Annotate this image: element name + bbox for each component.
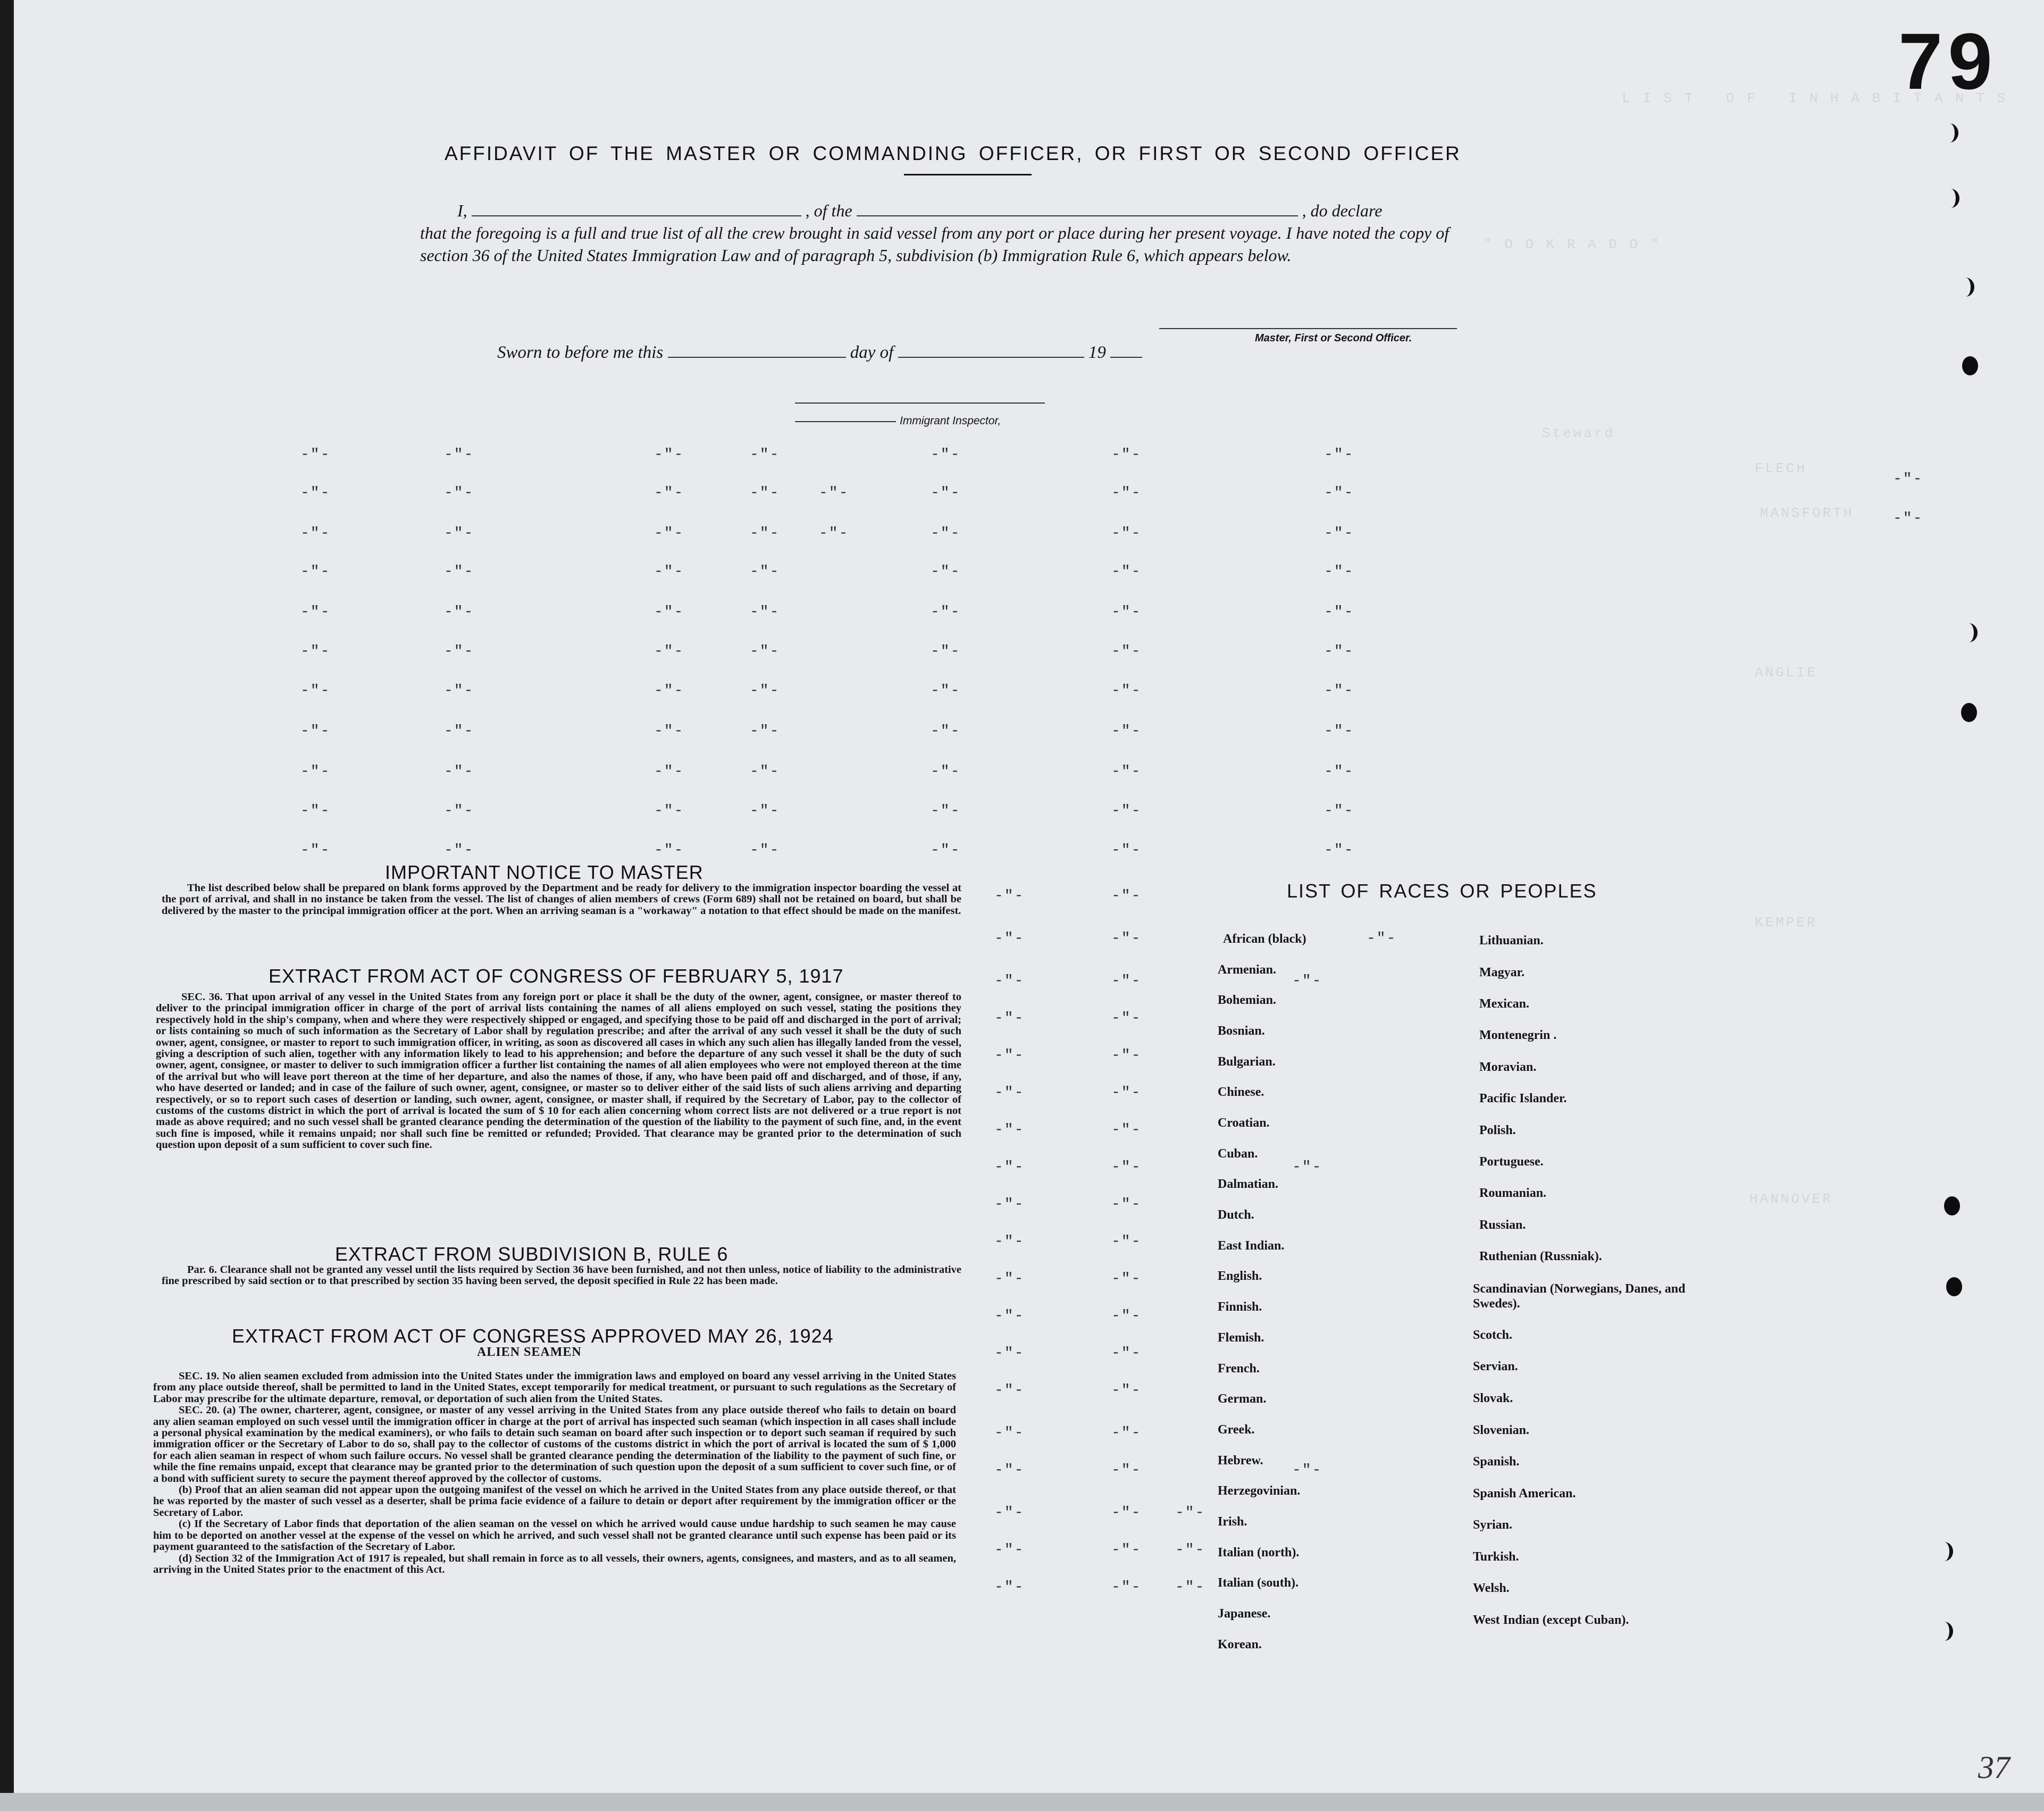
extract-1917-title: EXTRACT FROM ACT OF CONGRESS OF FEBRUARY 5, 1917 (269, 965, 844, 987)
sec19-paragraph: SEC. 19. No alien seamen excluded from admission into the United States under the immigration laws and employed on board any vessel arriving in the United States from any place outside thereof, shall be permitted to land in the United States, except temporarily for medical treatment, or pursuant to such regulations as the Secretary of Labor may prescribe for the ultimate departure, removal, or deportation of such alien from the United States. (153, 1370, 956, 1405)
punch-hole (1936, 1622, 1953, 1641)
scan-bottom-edge (0, 1793, 2044, 1811)
ditto-mark: -"- (994, 1085, 1025, 1101)
ditto-mark: -"- (1111, 1505, 1142, 1521)
ditto-mark: -"- (1111, 447, 1142, 463)
bleed-through-text: Steward (1542, 425, 1615, 441)
ditto-mark: -"- (1111, 643, 1142, 660)
ditto-mark: -"- (1111, 485, 1142, 501)
punch-hole (1957, 278, 1974, 297)
affidavit-declaration (420, 199, 1457, 266)
inspector-signature-line[interactable] (795, 421, 896, 422)
ditto-mark: -"- (300, 447, 331, 463)
year-prefix: 19 (1088, 343, 1106, 362)
bleed-through-text: MANSFORTH (1760, 505, 1854, 521)
ditto-mark: -"- (750, 564, 780, 580)
ditto-mark: -"- (1111, 723, 1142, 740)
race-item: Spanish American. (1473, 1487, 1576, 1500)
race-item: Japanese. (1218, 1607, 1271, 1621)
ditto-mark: -"- (444, 842, 474, 859)
race-item: Greek. (1218, 1423, 1255, 1437)
ditto-mark: -"- (994, 1010, 1025, 1027)
ditto-mark: -"- (1111, 1579, 1142, 1596)
ditto-mark: -"- (1111, 1382, 1142, 1399)
punch-hole (1942, 189, 1959, 208)
ditto-mark: -"- (1111, 1085, 1142, 1101)
race-item: Finnish. (1218, 1300, 1262, 1314)
ditto-mark: -"- (444, 604, 474, 621)
race-item: Lithuanian. (1479, 934, 1544, 948)
ditto-mark: -"- (1111, 1010, 1142, 1027)
race-item: Welsh. (1473, 1581, 1510, 1595)
ditto-mark: -"- (994, 973, 1025, 990)
ditto-mark: -"- (931, 803, 961, 819)
ditto-mark: -"- (750, 683, 780, 699)
ditto-mark: -"- (994, 1345, 1025, 1362)
section-36-paragraph: SEC. 36. That upon arrival of any vessel in the United States from any foreign port or place it shall be the duty of the owner, agent, consignee, or master thereof to deliver to the principal immigration officer in charge of the port of arrival lists containing the names of all aliens employed on such vessel, stating the positions they respectively hold in the ship's company, when and where they were respectively shipped or engaged, and specifying those to be paid off and discharged in the port of arrival; or lists containing so much of such information as the Secretary of Labor shall by regulation prescribe; and after the arrival of any such vessel it shall be the duty of such owner, agent, consignee, or master to report to such immigration officer, in writing, as soon as discovered all cases in which any such alien has illegally landed from the vessel, giving a description of such alien, together with any information likely to lead to his apprehension; and before the departure of any such vessel it shall be the duty of such owner, agent, consignee, or master to deliver to such immigration officer a further list containing the names of all alien employees who were not employed thereon at the time of the arrival but who will leave port thereon at the time of her departure, and also the names of those, if any, who have been paid off and discharged, and of those, if any, who have deserted or landed; and in case of the failure of such owner, agent, consignee, or master so to deliver either of the said lists of such aliens arriving and departing respectively, or so to report such cases of desertion or landing, such owner, agent, consignee, or master shall, if required by the Secretary of Labor, pay to the collector of customs of the customs district in which the port of arrival is located the sum of $ 10 for each alien concerning whom correct lists are not delivered or a true report is not made as above required; and no such vessel shall be granted clearance pending the determination of the question of the liability to the payment of such fine, and, in the event such fine is imposed, while it remains unpaid; nor shall such fine be remitted or refunded; Provided. That clearance may be granted prior to the determination of such question upon deposit of a sum sufficient to cover such fine. (156, 991, 961, 1151)
race-item: Dutch. (1218, 1208, 1254, 1222)
ditto-mark: -"- (1111, 525, 1142, 542)
ditto-mark: -"- (750, 525, 780, 542)
ditto-mark: -"- (1111, 973, 1142, 990)
ditto-mark: -"- (300, 803, 331, 819)
race-item: African (black) (1223, 932, 1306, 946)
ditto-mark: -"- (994, 1196, 1025, 1213)
ditto-mark: -"- (931, 525, 961, 542)
ditto-mark: -"- (994, 1425, 1025, 1441)
ditto-mark: -"- (300, 764, 331, 780)
ditto-mark: -"- (994, 1308, 1025, 1324)
race-item: Croatian. (1218, 1116, 1270, 1130)
race-item: French. (1218, 1362, 1260, 1376)
bleed-through-text: KEMPER (1755, 915, 1817, 930)
race-item: Roumanian. (1479, 1186, 1547, 1200)
race-item: West Indian (except Cuban). (1473, 1613, 1629, 1627)
bleed-through-text: HANNOVER (1749, 1191, 1833, 1207)
extract-1924-body (153, 1371, 956, 1575)
punch-hole (1960, 623, 1978, 642)
ditto-mark: -"- (931, 764, 961, 780)
inspector-signature-line[interactable] (795, 403, 1045, 404)
ditto-mark: -"- (750, 723, 780, 740)
notice-paragraph: The list described below shall be prepared on blank forms approved by the Department and be ready for delivery to the immigration inspector boarding the vessel at the port of arrival, and shall in no instance be taken from the vessel. The list of changes of alien members of crews (Form 689) shall not be retained on board, but shall be delivered by the master to the principal immigration officer at the port. When an arriving seaman is a "workaway" a notation to that effect should be made on the manifest. (162, 882, 961, 917)
ditto-mark: -"- (1324, 564, 1354, 580)
ditto-mark: -"- (444, 564, 474, 580)
ditto-mark: -"- (1111, 1122, 1142, 1138)
race-item: Portuguese. (1479, 1155, 1544, 1169)
race-item: Bohemian. (1218, 993, 1277, 1007)
sworn-line (497, 343, 1142, 363)
ditto-mark: -"- (1893, 510, 1923, 527)
ditto-mark: -"- (654, 643, 684, 660)
ditto-mark: -"- (994, 1159, 1025, 1176)
signature-line[interactable] (1159, 328, 1457, 329)
ditto-mark: -"- (654, 764, 684, 780)
alien-seamen-subtitle: ALIEN SEAMEN (477, 1345, 582, 1359)
ditto-mark: -"- (750, 604, 780, 621)
race-item: Armenian. (1218, 963, 1276, 977)
race-item: Irish. (1218, 1515, 1247, 1529)
ditto-mark: -"- (1111, 1308, 1142, 1324)
ditto-mark: -"- (931, 564, 961, 580)
ditto-mark: -"- (654, 683, 684, 699)
ditto-mark: -"- (750, 447, 780, 463)
race-item: Spanish. (1473, 1455, 1520, 1469)
sec20a-paragraph: SEC. 20. (a) The owner, charterer, agent, consignee, or master of any vessel arriving in the United States from any place outside thereof who fails to detain on board any alien seaman employed on such vessel until the immigration officer in charge at the port of arrival has inspected such seaman (which inspection in all cases shall include a personal physical examination by the medical examiners), or who fails to detain such seaman on board after such inspection or to deport such seaman if required by such immigration officer or the Secretary of Labor to do so, shall pay to the collector of customs of the customs district in which the port of arrival is located the sum of $ 1,000 for each alien seaman in respect of whom such failure occurs. No vessel shall be granted clearance pending the determination of the liability to the payment of such fine, or while the fine remains unpaid, except that clearance may be granted prior to the determination of such question upon the deposit of a sum sufficient to cover such fine, or of a bond with sufficient surety to secure the payment thereof approved by the collector of customs. (153, 1404, 956, 1485)
ditto-mark: -"- (1111, 1542, 1142, 1558)
ditto-mark: -"- (444, 447, 474, 463)
ditto-mark: -"- (1111, 888, 1142, 904)
punch-hole (1936, 1542, 1953, 1561)
ditto-mark: -"- (300, 564, 331, 580)
declaration-do-declare: , do declare (1302, 201, 1383, 220)
handwritten-mark: 37 (1978, 1750, 2010, 1785)
name-blank[interactable] (472, 203, 801, 216)
race-item: English. (1218, 1269, 1262, 1283)
scan-left-edge (0, 0, 14, 1811)
ditto-mark: -"- (300, 842, 331, 859)
punch-hole (1946, 1277, 1962, 1296)
ditto-mark: -"- (1111, 1047, 1142, 1064)
ditto-mark: -"- (994, 1462, 1025, 1479)
extract-1924-title: EXTRACT FROM ACT OF CONGRESS APPROVED MAY 26, 1924 (232, 1325, 834, 1347)
race-item: Bosnian. (1218, 1024, 1265, 1038)
ditto-mark: -"- (1893, 471, 1923, 488)
ditto-mark: -"- (1111, 1462, 1142, 1479)
rule6-body (162, 1264, 961, 1287)
race-item: Italian (north). (1218, 1546, 1300, 1560)
sec20d-paragraph: (d) Section 32 of the Immigration Act of 1917 is repealed, but shall remain in force as to all vessels, their owners, agents, consignees, and masters, and as to all seamen, arriving in the United States prior to the enactment of this Act. (153, 1552, 956, 1575)
sworn-year-blank[interactable] (1110, 344, 1142, 358)
ditto-mark: -"- (1111, 683, 1142, 699)
race-item: Scandinavian (Norwegians, Danes, and Swedes). (1473, 1282, 1686, 1311)
ditto-mark: -"- (819, 485, 849, 501)
race-item: Moravian. (1479, 1060, 1537, 1074)
ditto-mark: -"- (1175, 1505, 1205, 1521)
ditto-mark: -"- (444, 643, 474, 660)
ditto-mark: -"- (1111, 842, 1142, 859)
race-item: German. (1218, 1392, 1267, 1406)
ditto-mark: -"- (444, 764, 474, 780)
inspector-label: Immigrant Inspector, (900, 415, 1001, 427)
race-item: Scotch. (1473, 1328, 1512, 1342)
race-item: Slovak. (1473, 1391, 1513, 1405)
race-item: Ruthenian (Russniak). (1479, 1250, 1602, 1263)
ditto-mark: -"- (1111, 803, 1142, 819)
ditto-mark: -"- (300, 723, 331, 740)
race-item: Bulgarian. (1218, 1055, 1276, 1069)
declaration-text: that the foregoing is a full and true list of all the crew brought in said vessel from any port or place during her present voyage. I have noted the copy of section 36 of the United States Immigration Law and of paragraph 5, subdivision (b) Immigration Rule 6, which appears below. (420, 223, 1450, 265)
ditto-mark: -"- (1292, 973, 1322, 990)
ditto-mark: -"- (994, 1271, 1025, 1287)
notice-title: IMPORTANT NOTICE TO MASTER (385, 861, 703, 883)
ditto-mark: -"- (931, 604, 961, 621)
ditto-mark: -"- (300, 525, 331, 542)
race-item: Italian (south). (1218, 1576, 1299, 1590)
ditto-mark: -"- (931, 485, 961, 501)
ditto-mark: -"- (654, 485, 684, 501)
race-item: Dalmatian. (1218, 1177, 1278, 1191)
ditto-mark: -"- (1324, 447, 1354, 463)
ditto-mark: -"- (1292, 1159, 1322, 1176)
rule6-title: EXTRACT FROM SUBDIVISION B, RULE 6 (335, 1243, 728, 1265)
ditto-mark: -"- (1292, 1462, 1322, 1479)
ditto-mark: -"- (994, 1382, 1025, 1399)
ditto-mark: -"- (931, 723, 961, 740)
bleed-through-text: ANGLIE (1755, 665, 1817, 681)
race-item: Mexican. (1479, 997, 1529, 1011)
bleed-through-text: L I S T O F I N H A B I T A N T S (1622, 90, 2008, 106)
ditto-mark: -"- (1111, 1345, 1142, 1362)
ditto-mark: -"- (750, 842, 780, 859)
bleed-through-text: " O O K R A D O " (1484, 237, 1661, 253)
race-item: Pacific Islander. (1479, 1092, 1567, 1105)
sworn-day-blank[interactable] (668, 344, 846, 358)
ditto-mark: -"- (300, 604, 331, 621)
notice-body (162, 883, 961, 917)
vessel-blank[interactable] (857, 203, 1298, 216)
ditto-mark: -"- (1324, 723, 1354, 740)
sec20c-paragraph: (c) If the Secretary of Labor finds that deportation of the alien seaman on the vessel on which he arrived would cause undue hardship to such seamen he may cause him to be deported on another vessel at the expense of the vessel on which he arrived, and such vessel shall not be granted clearance until such expense has been paid or its payment guaranteed to the satisfaction of the Secretary of Labor. (153, 1518, 956, 1553)
declaration-of-the: , of the (805, 201, 852, 220)
ditto-mark: -"- (931, 447, 961, 463)
ditto-mark: -"- (1324, 525, 1354, 542)
rule6-paragraph: Par. 6. Clearance shall not be granted any vessel until the lists required by Section 36 have been furnished, and not then unless, notice of liability to the administrative fine prescribed by said section or to that prescribed by section 35 having been served, the deposit specified in Rule 22 has been made. (162, 1264, 961, 1287)
page-number: 79 (1898, 16, 1998, 106)
race-item: Turkish. (1473, 1550, 1519, 1564)
ditto-mark: -"- (654, 723, 684, 740)
ditto-mark: -"- (654, 525, 684, 542)
race-item: Herzegovinian. (1218, 1484, 1301, 1498)
sworn-month-blank[interactable] (898, 344, 1084, 358)
bleed-through-text: FLECH (1755, 460, 1807, 476)
sworn-text: Sworn to before me this (497, 343, 664, 362)
punch-hole (1941, 123, 1958, 142)
ditto-mark: -"- (1367, 930, 1397, 947)
ditto-mark: -"- (1111, 764, 1142, 780)
ditto-mark: -"- (1111, 1425, 1142, 1441)
ditto-mark: -"- (750, 485, 780, 501)
punch-hole (1961, 703, 1977, 722)
ditto-mark: -"- (654, 604, 684, 621)
ditto-mark: -"- (994, 1234, 1025, 1250)
ditto-mark: -"- (994, 888, 1025, 904)
ditto-mark: -"- (1111, 1159, 1142, 1176)
ditto-mark: -"- (1111, 1196, 1142, 1213)
race-item: East Indian. (1218, 1239, 1285, 1253)
ditto-mark: -"- (654, 803, 684, 819)
ditto-mark: -"- (654, 564, 684, 580)
ditto-mark: -"- (654, 842, 684, 859)
ditto-mark: -"- (1324, 683, 1354, 699)
ditto-mark: -"- (931, 643, 961, 660)
extract-1917-body (156, 992, 961, 1151)
ditto-mark: -"- (750, 764, 780, 780)
ditto-mark: -"- (1324, 485, 1354, 501)
ditto-mark: -"- (1324, 842, 1354, 859)
ditto-mark: -"- (1324, 803, 1354, 819)
signature-label: Master, First or Second Officer. (1255, 332, 1412, 344)
ditto-mark: -"- (931, 842, 961, 859)
ditto-mark: -"- (1111, 604, 1142, 621)
ditto-mark: -"- (654, 447, 684, 463)
race-item: Chinese. (1218, 1085, 1264, 1099)
race-item: Hebrew. (1218, 1454, 1263, 1468)
races-title: LIST OF RACES OR PEOPLES (1287, 880, 1597, 902)
race-item: Montenegrin . (1479, 1028, 1557, 1042)
race-item: Syrian. (1473, 1518, 1513, 1532)
affidavit-title: AFFIDAVIT OF THE MASTER OR COMMANDING OFFICER, OR FIRST OR SECOND OFFICER (445, 142, 1461, 164)
ditto-mark: -"- (1111, 930, 1142, 947)
ditto-mark: -"- (931, 683, 961, 699)
ditto-mark: -"- (1111, 1234, 1142, 1250)
ditto-mark: -"- (750, 643, 780, 660)
ditto-mark: -"- (444, 525, 474, 542)
ditto-mark: -"- (1324, 764, 1354, 780)
ditto-mark: -"- (994, 1122, 1025, 1138)
ditto-mark: -"- (444, 723, 474, 740)
race-item: Russian. (1479, 1218, 1526, 1232)
ditto-mark: -"- (1111, 564, 1142, 580)
race-item: Korean. (1218, 1638, 1262, 1651)
title-underline (904, 174, 1032, 175)
ditto-mark: -"- (444, 803, 474, 819)
declaration-first-line (420, 199, 1457, 222)
ditto-mark: -"- (1324, 643, 1354, 660)
ditto-mark: -"- (994, 1579, 1025, 1596)
ditto-mark: -"- (300, 485, 331, 501)
race-item: Flemish. (1218, 1331, 1264, 1345)
ditto-mark: -"- (994, 1047, 1025, 1064)
ditto-mark: -"- (444, 485, 474, 501)
race-item: Cuban. (1218, 1147, 1258, 1161)
ditto-mark: -"- (750, 803, 780, 819)
ditto-mark: -"- (300, 683, 331, 699)
ditto-mark: -"- (994, 1505, 1025, 1521)
sec20b-paragraph: (b) Proof that an alien seaman did not appear upon the outgoing manifest of the vessel on which he arrived in the United States from any place outside thereof, or that he was reported by the master of such vessel as a deserter, shall be prima facie evidence of a failure to detain or deport after requirement by the immigration officer or the Secretary of Labor. (153, 1484, 956, 1519)
ditto-mark: -"- (1111, 1271, 1142, 1287)
ditto-mark: -"- (1324, 604, 1354, 621)
punch-hole (1944, 1196, 1960, 1215)
race-item: Magyar. (1479, 966, 1525, 979)
ditto-mark: -"- (1175, 1542, 1205, 1558)
day-of-text: day of (850, 343, 894, 362)
ditto-mark: -"- (994, 1542, 1025, 1558)
declaration-i: I, (457, 201, 467, 220)
punch-hole (1962, 356, 1978, 375)
ditto-mark: -"- (994, 930, 1025, 947)
ditto-mark: -"- (444, 683, 474, 699)
ditto-mark: -"- (300, 643, 331, 660)
race-item: Slovenian. (1473, 1423, 1530, 1437)
race-item: Polish. (1479, 1124, 1516, 1137)
ditto-mark: -"- (1175, 1579, 1205, 1596)
ditto-mark: -"- (819, 525, 849, 542)
race-item: Servian. (1473, 1360, 1518, 1373)
